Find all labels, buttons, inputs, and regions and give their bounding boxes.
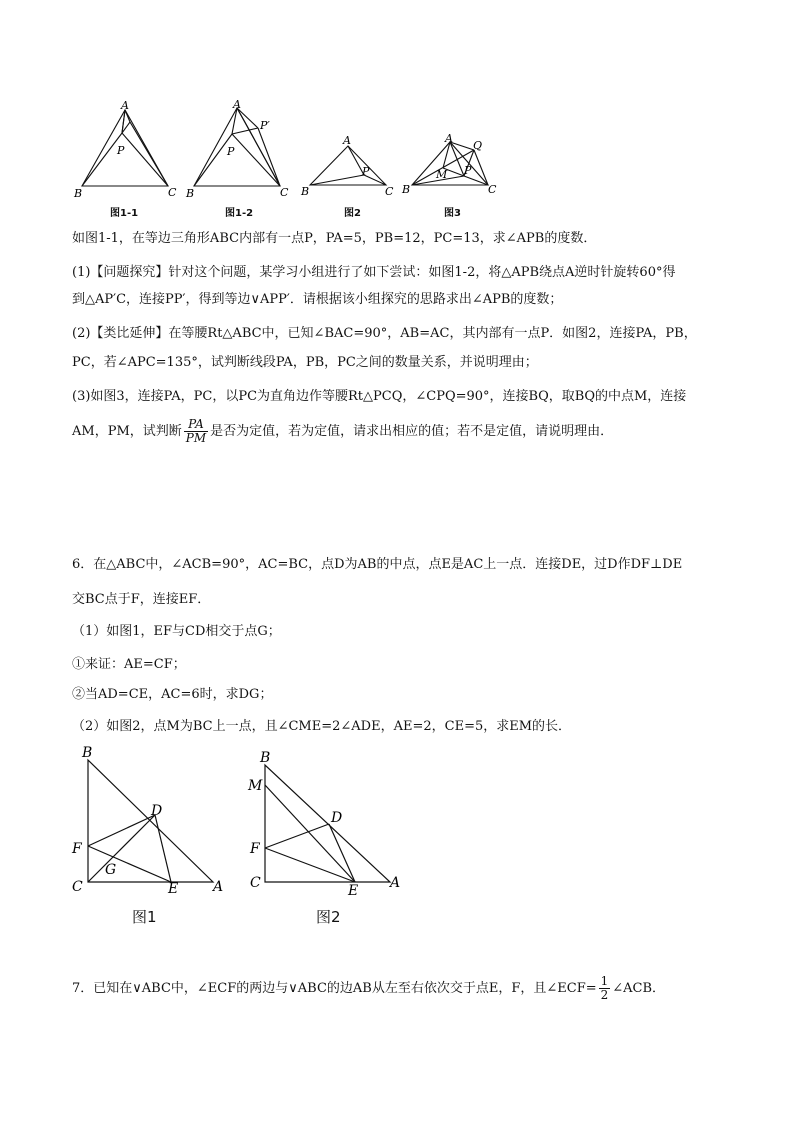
problem5-q3-post: 是否为定值，若为定值，请求出相应的值；若不是定值，请说明理由． — [210, 424, 614, 439]
fig11-label-P: P — [117, 144, 125, 157]
problem5-q3-line1: (3)如图3，连接PA，PC，以PC为直角边作等腰Rt△PCQ，∠CPQ=90°，连接BQ，取BQ的中点M，连接 — [72, 389, 687, 404]
problem5-intro: 如图1-1，在等边三角形ABC内部有一点P，PA=5，PB=12，PC=13，求∠APB的度数． — [72, 231, 597, 246]
problem5-q3-line2 — [72, 418, 613, 445]
caption-fig-3: 图3 — [444, 208, 461, 219]
fig2-label-B: B — [301, 185, 310, 198]
fraction-denominator: 2 — [600, 988, 609, 1002]
p6f1-label-D: D — [151, 803, 163, 819]
fig12-label-A: A — [233, 98, 241, 111]
problem6-line3: （1）如图1，EF与CD相交于点G； — [72, 624, 281, 639]
p6f1-label-F: F — [72, 841, 82, 857]
p6f2-label-F: F — [250, 841, 260, 857]
problem5-q1-line1: (1)【问题探究】针对这个问题，某学习小组进行了如下尝试：如图1-2，将△APB绕点A逆时针旋转60°得 — [72, 265, 676, 280]
fig3-label-M: M — [436, 168, 448, 181]
figure-2-top — [300, 128, 400, 200]
fig11-label-C: C — [168, 186, 177, 198]
problem5-q2-line1: (2)【类比延伸】在等腰Rt△ABC中，已知∠BAC=90°，AB=AC，其内部有一点P．如图2，连接PA，PB， — [72, 326, 697, 341]
problem6-figure-2 — [245, 745, 410, 895]
problem6-line2: 交BC点于F，连接EF． — [72, 592, 211, 607]
p6f2-label-A: A — [390, 875, 401, 891]
fig2-label-C: C — [385, 185, 394, 198]
fraction-numerator: 1 — [600, 974, 609, 988]
fig12-label-B: B — [186, 187, 195, 198]
problem7-pre: 7．已知在∨ABC中，∠ECF的两边与∨ABC的边AB从左至右依次交于点E，F，且∠ECF= — [72, 981, 597, 996]
fig12-label-P: P — [227, 145, 235, 158]
caption-fig-2: 图2 — [344, 208, 361, 219]
fig11-label-B: B — [74, 187, 83, 198]
fig3-label-A: A — [445, 132, 453, 145]
problem7-post: ∠ACB． — [612, 981, 666, 996]
p6f2-label-M: M — [248, 778, 263, 794]
caption-fig-1-2: 图1-2 — [225, 208, 254, 219]
caption-fig-1-1: 图1-1 — [110, 208, 139, 219]
fraction-one-half — [599, 975, 611, 1002]
fig2-label-A: A — [343, 134, 351, 147]
p6f1-label-E: E — [168, 881, 179, 895]
problem5-q3-pre: AM，PM，试判断 — [72, 424, 182, 439]
problem6-line1: 6．在△ABC中，∠ACB=90°，AC=BC，点D为AB的中点，点E是AC上一点．连接DE，过D作DF⊥DE — [72, 557, 683, 572]
problem6-line5: ②当AD=CE，AC=6时，求DG； — [72, 687, 273, 702]
fig12-label-Pp: P′ — [260, 119, 270, 132]
problem6-line6: （2）如图2，点M为BC上一点，且∠CME=2∠ADE，AE=2，CE=5，求EM的长． — [72, 719, 572, 734]
fraction-numerator: PA — [184, 418, 208, 432]
problem6-caption-fig2: 图2 — [316, 908, 341, 926]
fig3-label-Q: Q — [473, 139, 483, 152]
problem6-figure-1 — [70, 745, 235, 895]
fig3-label-B: B — [402, 183, 411, 196]
problem5-q2-line2: PC，若∠APC=135°，试判断线段PA，PB，PC之间的数量关系，并说明理由； — [72, 355, 538, 370]
fig3-label-P: P — [464, 164, 472, 177]
p6f1-label-G: G — [105, 862, 117, 878]
problem5-q1-line2: 到△AP′C，连接PP′，得到等边∨APP′．请根据该小组探究的思路求出∠APB的度数； — [72, 292, 563, 307]
fraction-pa-over-pm — [184, 418, 208, 445]
p6f2-label-D: D — [331, 810, 343, 826]
p6f2-label-C: C — [250, 875, 261, 891]
figure-1-2 — [180, 98, 295, 198]
problem7-line — [72, 975, 665, 1002]
p6f2-label-B: B — [260, 750, 271, 766]
p6f1-label-C: C — [72, 879, 83, 895]
fig2-label-P: P — [362, 165, 370, 178]
fig12-label-C: C — [280, 186, 289, 198]
fig3-label-C: C — [488, 183, 497, 196]
figure-1-1 — [70, 98, 180, 198]
problem6-line4: ①来证：AE=CF； — [72, 657, 186, 672]
fig11-label-A: A — [121, 99, 129, 112]
problem6-caption-fig1: 图1 — [132, 908, 157, 926]
figure-3-top — [398, 128, 503, 200]
p6f2-label-E: E — [348, 883, 359, 895]
fraction-denominator: PM — [185, 431, 207, 445]
p6f1-label-B: B — [82, 745, 93, 761]
p6f1-label-A: A — [213, 879, 224, 895]
